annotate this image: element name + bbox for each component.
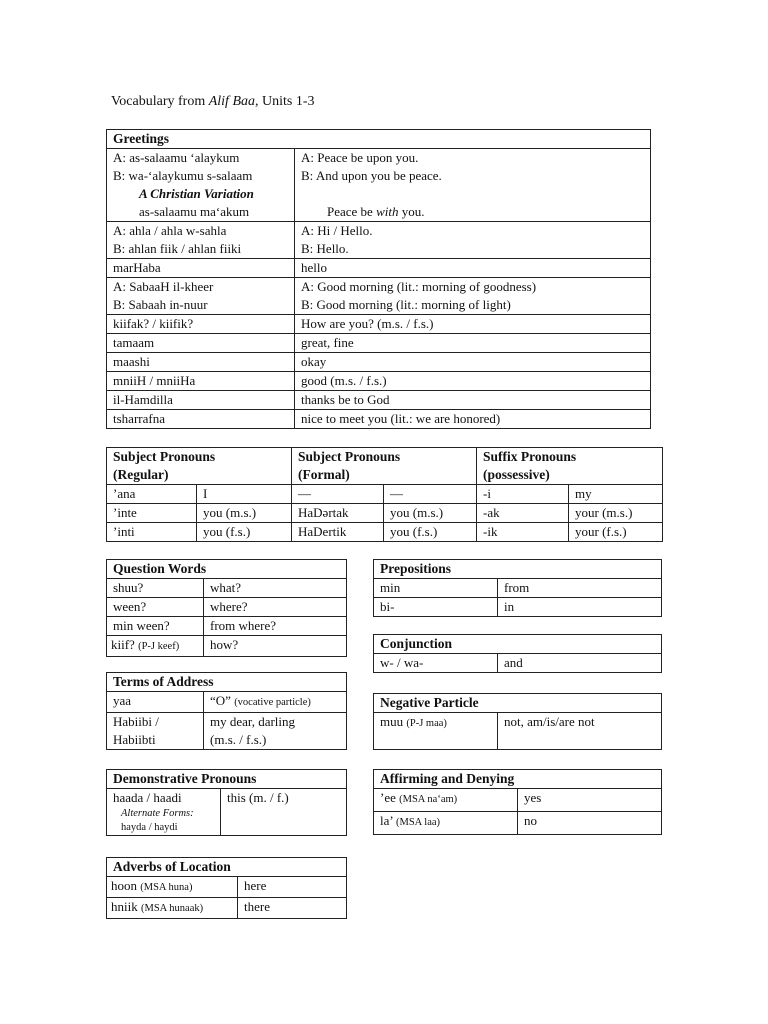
table-row bbox=[374, 812, 662, 835]
adverbs-of-location-table bbox=[106, 857, 347, 919]
table-row bbox=[107, 391, 651, 410]
greeting-line: B: Good morning (lit.: morning of light) bbox=[301, 297, 511, 312]
conjunction-table bbox=[373, 634, 662, 673]
table-cell: — bbox=[384, 485, 477, 504]
text-part: Peace be bbox=[327, 204, 377, 219]
cell-line: haada / haadi bbox=[113, 790, 182, 805]
greeting-line: B: Hello. bbox=[301, 241, 349, 256]
table-cell: min ween? bbox=[107, 617, 204, 636]
table-cell: ’inti bbox=[107, 523, 197, 542]
table-row bbox=[107, 334, 651, 353]
greeting-line: A: Hi / Hello. bbox=[301, 223, 373, 238]
table-cell: I bbox=[197, 485, 292, 504]
table-cell: — bbox=[292, 485, 384, 504]
greeting-english: How are you? (m.s. / f.s.) bbox=[295, 315, 651, 334]
table-cell bbox=[374, 789, 518, 812]
table-cell: HaDərtak bbox=[292, 504, 384, 523]
cell-text: ’ee bbox=[380, 790, 396, 805]
table-cell: my bbox=[569, 485, 663, 504]
greeting-arabic: tamaam bbox=[107, 334, 295, 353]
cell-text: kiif? bbox=[111, 637, 135, 652]
table-row bbox=[107, 579, 347, 598]
table-row bbox=[107, 692, 347, 713]
greeting-arabic: maashi bbox=[107, 353, 295, 372]
cell-note: (P-J keef) bbox=[138, 641, 180, 652]
greeting-english bbox=[295, 222, 651, 259]
table-cell bbox=[107, 898, 238, 919]
table-cell bbox=[374, 713, 498, 750]
table-cell: shuu? bbox=[107, 579, 204, 598]
table-cell: from bbox=[498, 579, 662, 598]
negative-particle-table bbox=[373, 693, 662, 750]
cell-note: (MSA laa) bbox=[396, 817, 441, 828]
table-cell bbox=[374, 812, 518, 835]
table-cell: your (m.s.) bbox=[569, 504, 663, 523]
greeting-english: nice to meet you (lit.: we are honored) bbox=[295, 410, 651, 429]
demonstrative-pronouns-table bbox=[106, 769, 347, 836]
table-cell: w- / wa- bbox=[374, 654, 498, 673]
table-cell: what? bbox=[204, 579, 347, 598]
table-cell: yes bbox=[518, 789, 662, 812]
table-row bbox=[107, 278, 651, 315]
negative-particle-header: Negative Particle bbox=[374, 694, 662, 713]
greeting-line: as-salaamu ma‘akum bbox=[139, 204, 250, 219]
table-cell bbox=[204, 713, 347, 750]
greeting-arabic bbox=[107, 149, 295, 222]
table-row bbox=[374, 598, 662, 617]
table-row bbox=[107, 636, 347, 657]
cell-note: (vocative particle) bbox=[234, 697, 311, 708]
header-line: (Formal) bbox=[298, 467, 350, 482]
greeting-arabic: tsharrafna bbox=[107, 410, 295, 429]
alternate-forms-label bbox=[113, 807, 214, 821]
cell-note: Alternate Forms: bbox=[121, 808, 194, 819]
table-cell: min bbox=[374, 579, 498, 598]
header-line: Subject Pronouns bbox=[113, 449, 216, 464]
table-cell: you (f.s.) bbox=[197, 523, 292, 542]
greeting-arabic: kiifak? / kiifik? bbox=[107, 315, 295, 334]
greeting-english: thanks be to God bbox=[295, 391, 651, 410]
greeting-english: good (m.s. / f.s.) bbox=[295, 372, 651, 391]
header-line: Suffix Pronouns bbox=[483, 449, 577, 464]
greeting-line: A: Good morning (lit.: morning of goodness) bbox=[301, 279, 537, 294]
table-row bbox=[107, 353, 651, 372]
table-cell: there bbox=[238, 898, 347, 919]
table-cell: -ak bbox=[477, 504, 569, 523]
page-title bbox=[111, 94, 315, 110]
table-row bbox=[374, 579, 662, 598]
greeting-english bbox=[295, 149, 651, 222]
table-cell: how? bbox=[204, 636, 347, 657]
table-cell: bi- bbox=[374, 598, 498, 617]
table-row bbox=[107, 504, 663, 523]
table-cell: yaa bbox=[107, 692, 204, 713]
greeting-english: hello bbox=[295, 259, 651, 278]
cell-text: muu bbox=[380, 714, 404, 729]
table-cell bbox=[107, 789, 221, 836]
greeting-line: B: And upon you be peace. bbox=[301, 168, 442, 183]
table-row bbox=[107, 259, 651, 278]
question-words-header: Question Words bbox=[107, 560, 347, 579]
pronouns-table bbox=[106, 447, 663, 542]
table-row bbox=[107, 372, 651, 391]
greeting-line: A: SabaaH il-kheer bbox=[113, 279, 214, 294]
greeting-arabic: il-Hamdilla bbox=[107, 391, 295, 410]
demonstrative-header: Demonstrative Pronouns bbox=[107, 770, 347, 789]
table-cell bbox=[107, 636, 204, 657]
table-cell bbox=[204, 692, 347, 713]
table-row bbox=[107, 410, 651, 429]
table-cell: and bbox=[498, 654, 662, 673]
cell-line: (m.s. / f.s.) bbox=[210, 732, 267, 747]
terms-of-address-table bbox=[106, 672, 347, 750]
suffix-pronouns-header bbox=[477, 448, 663, 485]
table-cell: you (f.s.) bbox=[384, 523, 477, 542]
prepositions-header: Prepositions bbox=[374, 560, 662, 579]
table-cell: ’inte bbox=[107, 504, 197, 523]
cell-text: la’ bbox=[380, 813, 393, 828]
table-cell: this (m. / f.) bbox=[221, 789, 347, 836]
cell-line: Habiibti bbox=[113, 732, 156, 747]
subject-regular-header bbox=[107, 448, 292, 485]
cell-note: (MSA hunaak) bbox=[140, 903, 204, 914]
table-row bbox=[107, 222, 651, 259]
cell-note: (MSA na‘am) bbox=[399, 794, 458, 805]
table-header-row bbox=[107, 448, 663, 485]
greeting-english: okay bbox=[295, 353, 651, 372]
cell-text: hoon bbox=[111, 878, 137, 893]
table-cell bbox=[107, 877, 238, 898]
table-cell bbox=[107, 713, 204, 750]
greeting-line: B: ahlan fiik / ahlan fiiki bbox=[113, 241, 242, 256]
title-book: Alif Baa bbox=[208, 94, 255, 109]
table-row bbox=[107, 485, 663, 504]
greeting-english bbox=[295, 278, 651, 315]
greeting-line: A: as-salaamu ‘alaykum bbox=[113, 150, 240, 165]
adverbs-header: Adverbs of Location bbox=[107, 858, 347, 877]
greeting-line: A: ahla / ahla w-sahla bbox=[113, 223, 227, 238]
table-cell: from where? bbox=[204, 617, 347, 636]
conjunction-header: Conjunction bbox=[374, 635, 662, 654]
subject-formal-header bbox=[292, 448, 477, 485]
terms-of-address-header: Terms of Address bbox=[107, 673, 347, 692]
header-line: (possessive) bbox=[483, 467, 550, 482]
table-cell: in bbox=[498, 598, 662, 617]
title-suffix: , Units 1-3 bbox=[255, 94, 315, 109]
table-cell: your (f.s.) bbox=[569, 523, 663, 542]
greeting-arabic bbox=[107, 222, 295, 259]
table-row bbox=[107, 598, 347, 617]
table-row bbox=[107, 315, 651, 334]
table-row bbox=[107, 523, 663, 542]
table-row bbox=[107, 789, 347, 836]
affirming-denying-header: Affirming and Denying bbox=[374, 770, 662, 789]
cell-line: Habiibi / bbox=[113, 714, 159, 729]
title-prefix: Vocabulary from bbox=[111, 94, 209, 109]
table-row bbox=[107, 713, 347, 750]
table-cell: not, am/is/are not bbox=[498, 713, 662, 750]
greeting-line: B: wa-‘alaykumu s-salaam bbox=[113, 168, 253, 183]
table-cell: ween? bbox=[107, 598, 204, 617]
header-line: (Regular) bbox=[113, 467, 169, 482]
table-row bbox=[107, 617, 347, 636]
table-cell: where? bbox=[204, 598, 347, 617]
table-cell: here bbox=[238, 877, 347, 898]
prepositions-table bbox=[373, 559, 662, 617]
affirming-denying-table bbox=[373, 769, 662, 835]
greeting-arabic: marHaba bbox=[107, 259, 295, 278]
table-row bbox=[107, 898, 347, 919]
greeting-line bbox=[301, 203, 644, 221]
table-cell: -i bbox=[477, 485, 569, 504]
table-row bbox=[374, 789, 662, 812]
cell-text: hniik bbox=[111, 899, 138, 914]
greeting-line: A: Peace be upon you. bbox=[301, 150, 419, 165]
greeting-english: great, fine bbox=[295, 334, 651, 353]
text-part: with bbox=[376, 204, 399, 219]
greeting-arabic bbox=[107, 278, 295, 315]
table-row bbox=[374, 654, 662, 673]
cell-note: (MSA huna) bbox=[140, 882, 193, 893]
table-row bbox=[107, 149, 651, 222]
alternate-forms: hayda / haydi bbox=[121, 822, 178, 833]
header-line: Subject Pronouns bbox=[298, 449, 401, 464]
greetings-header: Greetings bbox=[107, 130, 651, 149]
cell-note: (P-J maa) bbox=[406, 718, 447, 729]
cell-text: “O” bbox=[210, 693, 231, 708]
greeting-arabic: mniiH / mniiHa bbox=[107, 372, 295, 391]
table-cell: you (m.s.) bbox=[197, 504, 292, 523]
text-part: you. bbox=[398, 204, 425, 219]
christian-variation-label: A Christian Variation bbox=[139, 186, 254, 201]
table-row bbox=[107, 877, 347, 898]
greeting-line: B: Sabaah in-nuur bbox=[113, 297, 208, 312]
question-words-table bbox=[106, 559, 347, 657]
table-cell: HaDertik bbox=[292, 523, 384, 542]
table-cell: ’ana bbox=[107, 485, 197, 504]
table-cell: no bbox=[518, 812, 662, 835]
cell-line: my dear, darling bbox=[210, 714, 296, 729]
table-cell: -ik bbox=[477, 523, 569, 542]
table-cell: you (m.s.) bbox=[384, 504, 477, 523]
table-row bbox=[374, 713, 662, 750]
greetings-table bbox=[106, 129, 651, 429]
